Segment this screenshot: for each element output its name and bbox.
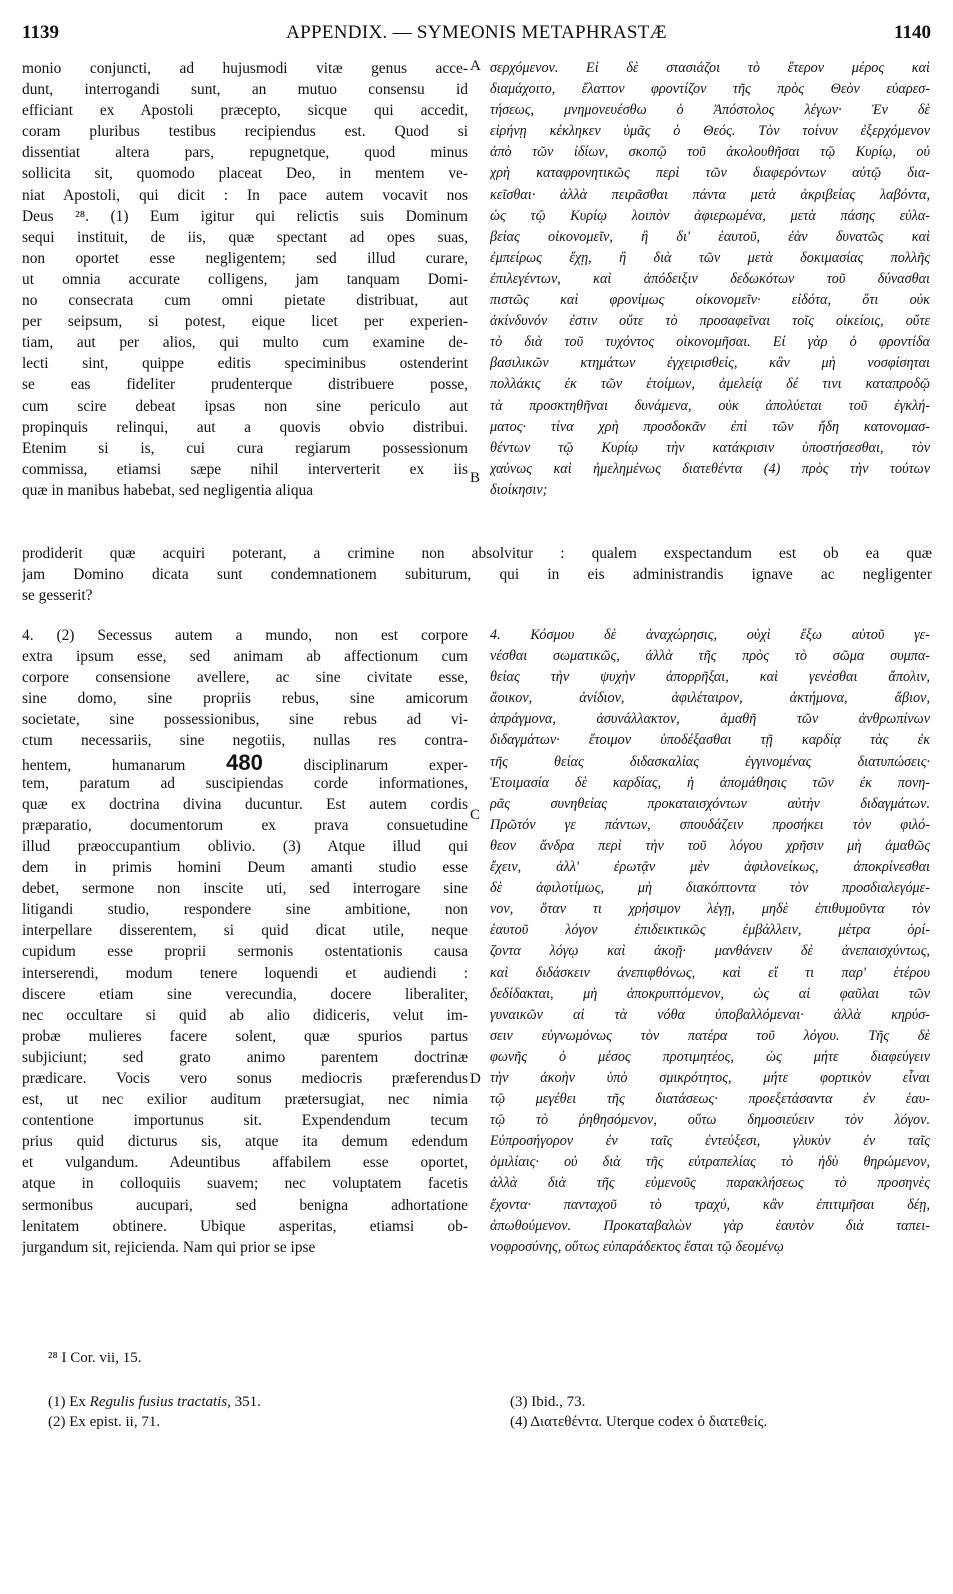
greek-text-line: Εὐπροσήγορον ἐν ταῖς ἐντεύξεσι, γλυκὺν ἐν ταῖς — [490, 1133, 930, 1150]
greek-text-line: σειν εὐγνωμόνως τὸν πατέρα τοῦ λόγου. Τῆς δὲ — [490, 1027, 930, 1044]
latin-text-line: Etenim si is, cui cura regiarum possessionum — [22, 439, 468, 457]
latin-text-line: corpore consensione avellere, ac sine civitate esse, — [22, 669, 468, 687]
latin-text-line: Deus ²⁸. (1) Eum igitur qui relictis suis Dominum — [22, 207, 468, 225]
greek-text-line: δὲ ἀφιλοτίμως, μὴ διακόπτοντα τὸν προσδιαλεγόμε- — [490, 880, 930, 897]
latin-text-line: tem, paratum ad suscipiendas corde informationes, — [22, 774, 468, 792]
greek-text-line: τήσεως, μνημονευέσθω ὁ Ἀπόστολος λέγων· Ἐν δὲ — [490, 102, 930, 119]
greek-text-line: ματος· τίνα χρὴ προσδοκᾶν ἐπὶ τῶν ἤδη κατονομασ- — [490, 418, 930, 435]
greek-text-line: φωνῆς ὁ μέσος προτιμητέος, ὡς μήτε διαφεύγειν — [490, 1048, 930, 1065]
latin-text-line: jurgandum sit, rejicienda. Nam qui prior se ipse — [22, 1238, 316, 1256]
greek-text-line: ὁμιλίαις· οὐ διὰ τῆς εὐτραπελίας τὸ ἡδὺ θηρώμενον, — [490, 1154, 930, 1171]
latin-text-line: societate, sine possessionibus, sine rebus ad vi- — [22, 711, 468, 729]
greek-text-line: ἐπιλεγέντων, καὶ ἀπόδειξιν δεδωκότων τοῦ δύνασθαι — [490, 270, 930, 287]
latin-text-line: commissa, etiamsi sæpe nihil interverterit ex iis — [22, 460, 468, 478]
latin-text-line: non oportet esse negligentem; sed illud curare, — [22, 249, 468, 267]
greek-text-line: τῷ τὸ ῥηθησόμενον, οὕτω δημοσιεύειν τὸν λόγον. — [490, 1112, 930, 1129]
greek-text-line: πιστῶς καὶ φρονίμως οἰκονομεῖν· εἰδότα, ὅτι οὐκ — [490, 292, 930, 309]
latin-text-line: est, ut nec exilior auditum prætersugiat, nec nimia — [22, 1091, 468, 1109]
footnote-1 — [48, 1392, 261, 1412]
latin-column-bottom — [22, 625, 468, 1258]
greek-text-line: ἀκίνδυνόν ἐστιν οὔτε τὸ προσαφεῖναι τοῖς οἰκείοις, οὔτε — [490, 313, 930, 330]
greek-text-line: θείας τὴν ψυχὴν ἀπορρῆξαι, καὶ γενέσθαι ἄπολιν, — [490, 669, 930, 686]
latin-text-line: subjiciunt; sed grato animo parentem doctrinæ — [22, 1048, 468, 1066]
latin-text-line: illud præoccupantium oblivio. (3) Atque illud qui — [22, 837, 468, 855]
greek-text-line: ἀπωθούμενον. Προκαταβαλὼν γὰρ ἑαυτὸν διὰ ταπει- — [490, 1217, 930, 1234]
latin-text-line: no consecrata cum omni pietate distribuat, aut — [22, 292, 468, 310]
greek-text-line: σερχόμενον. Εἰ δὲ στασιάζοι τὸ ἕτερον μέρος καὶ — [490, 60, 930, 76]
greek-text-line: ρᾶς συνηθείας προκαταισχόντων αὐτὴν διδαγμάτων. — [490, 795, 930, 812]
margin-marker-a: A — [470, 58, 481, 74]
latin-text-line: contentione importunus sit. Expendendum tecum — [22, 1112, 468, 1130]
greek-text-line: ἀλλὰ διὰ τῆς εὐμενοῦς παρακλήσεως τὸ προσηνὲς — [490, 1175, 930, 1192]
full-text-line: se gesserit? — [22, 587, 93, 605]
greek-text-line: ἔχειν, ἀλλ' ἐρωτᾷν μὲν ἀφιλονείκως, ἀποκρίνεσθαι — [490, 859, 930, 876]
greek-text-line: τὴν ἀκοὴν ὑπὸ σμικρότητος, μήτε φορτικὸν εἶναι — [490, 1069, 930, 1086]
greek-text-line: θέντων τῷ Κυρίῳ τὴν κατάκρισιν ὑποστήσεσθαι, τὸν — [490, 439, 930, 456]
latin-text-line: et vulgandum. Adeuntibus affabilem esse oportet, — [22, 1154, 468, 1172]
footnote-1-title: Regulis fusius tractatis — [89, 1394, 228, 1410]
latin-text-line: coram pluribus testibus recipiendus est. Quod si — [22, 123, 468, 141]
latin-text-line: litigandi studio, respondere sine ambitione, non — [22, 901, 468, 919]
greek-text-line: νέσθαι σωματικῶς, ἀλλὰ τῆς πρὸς τὸ σῶμα συμπα- — [490, 648, 930, 665]
latin-text-line: monio conjuncti, ad hujusmodi vitæ genus acce- — [22, 60, 468, 77]
latin-text-line: per seipsum, si potest, eique licet per experien- — [22, 313, 468, 331]
latin-text-line: hentem, humanarum 480 disciplinarum exper- — [22, 751, 468, 773]
greek-column-bottom — [490, 625, 930, 1258]
greek-text-line: Πρῶτόν γε πάντων, σπουδάζειν προσήκει τὸν φιλό- — [490, 816, 930, 833]
greek-text-line: διαμάχοιτο, ἔλαττον φροντίζον τῆς πρὸς Θεὸν εὐαρεσ- — [490, 81, 930, 98]
running-title: APPENDIX. — SYMEONIS METAPHRASTÆ — [286, 22, 667, 43]
latin-text-line: probæ mulieres facere solent, quæ spurios partus — [22, 1027, 468, 1045]
left-column-number: 1139 — [22, 22, 59, 43]
greek-text-line: θεον ἄνδρα περὶ τὴν τοῦ λόγου χρῆσιν μὴ ἀμαθῶς — [490, 837, 930, 854]
latin-column-top — [22, 58, 468, 501]
greek-text-line: χρὴ καταφρονητικῶς περὶ τῶν διαφερόντων αὐτῷ δια- — [490, 165, 930, 182]
latin-text-line: ctum necessariis, sine negotiis, nullas res contra- — [22, 732, 468, 750]
greek-text-line: διδαγμάτων· ἕτοιμον ὑποδέξασθαι τῇ καρδίᾳ τὰς ἐκ — [490, 732, 930, 749]
greek-text-line: τὸ διὰ τοῦ τυχόντος οἰκονομῆσαι. Εἰ γὰρ ὁ φροντίδα — [490, 334, 930, 351]
greek-text-line: νοφροσύνης, οὕτως εὐπαράδεκτος ἔσται τῷ δεομένῳ — [490, 1238, 784, 1255]
footnote-4: (4) Διατεθέντα. Uterque codex ὁ διατεθείς. — [510, 1414, 768, 1430]
greek-text-line: ζοντα λόγῳ καὶ ἀκοῇ· μανθάνειν δὲ ἀνεπαισχύντως, — [490, 943, 930, 960]
greek-text-line: εἰρήνῃ κέκληκεν ὑμᾶς ὁ Θεός. Τὸν τοίνυν ἐξερχόμενον — [490, 123, 930, 140]
latin-text-line: ut omnia accurate colligens, jam tanquam Domi- — [22, 270, 468, 288]
latin-text-line: quæ ex doctrina divina ducuntur. Est autem cordis — [22, 795, 468, 813]
greek-text-line: δεδίδακται, μὴ ἀποκρυπτόμενον, ὡς αἱ φαῦλαι τῶν — [490, 985, 930, 1002]
margin-marker-b: B — [470, 470, 481, 486]
latin-text-line: sollicita sit, quomodo placeat Deo, in mentem ve- — [22, 165, 468, 183]
greek-text-line: καὶ διδάσκειν ἀνεπιφθόνως, καὶ εἴ τι παρ' ἑτέρου — [490, 964, 930, 981]
greek-text-line: τῷ μεγέθει τῆς διατάσεως· προεξετάσαντα ἐν ἑαυ- — [490, 1091, 930, 1108]
footnote-3: (3) Ibid., 73. — [510, 1394, 586, 1410]
latin-text-line: atque in colloquiis suavem; nec voluptatem facetis — [22, 1175, 468, 1193]
latin-text-line: sermonibus aucupari, sed benigna adhortatione — [22, 1196, 468, 1214]
greek-text-line: 4. Κόσμου δὲ ἀναχώρησις, οὐχὶ ἔξω αὐτοῦ γε- — [490, 627, 930, 643]
latin-text-line: propinquis relinqui, aut a quovis obvio distribui. — [22, 418, 468, 436]
latin-text-line: sequi instituit, de iis, quæ spectant ad opes suas, — [22, 228, 468, 246]
greek-text-line: βασιλικῶν κτημάτων ἐγχειρισθείς, κἂν μὴ νοσφίσηται — [490, 355, 930, 372]
latin-text-line: dissentiat altera pars, repugnetque, quod minus — [22, 144, 468, 162]
latin-text-line: lenitatem obtinere. Ubique asperitas, etiamsi ob- — [22, 1217, 468, 1235]
latin-text-line: dem in primis homini Deum amanti studio esse — [22, 859, 468, 877]
greek-text-line: πολλάκις ἐκ τῶν ἑτοίμων, ἀμελείᾳ δέ τινι καταπροδῷ — [490, 376, 930, 393]
greek-text-line: χαύνως καὶ ἠμελημένως διατεθέντα (4) πρὸς τὴν τούτων — [490, 460, 930, 477]
greek-text-line: ἐμπείρως ἔχῃ, ἢ διὰ τῶν μετὰ δοκιμασίας πολλῆς — [490, 249, 930, 266]
greek-text-line: γυναικῶν αἱ τὰ νόθα ὑποβαλλόμεναι· ἀλλὰ κηρύσ- — [490, 1006, 930, 1023]
greek-text-line: τὰ προσκτηθῆναι δυνάμενα, οὐκ ἀπολύεται τοῦ ἐγκλή- — [490, 397, 930, 414]
latin-text-line: se eas fideliter prudenterque distribuere posse, — [22, 376, 468, 394]
greek-text-line: Ἑτοιμασία δὲ καρδίας, ἡ ἀπομάθησις τῶν ἐκ πονη- — [490, 774, 930, 791]
latin-text-line: niat Apostoli, qui dicit : In pace autem vocavit nos — [22, 186, 468, 204]
footnote-1-prefix: (1) Ex — [48, 1394, 90, 1410]
latin-text-line: interserendi, modum tenere loquendi et audiendi : — [22, 964, 468, 982]
footnote-1-suffix: , 351. — [227, 1394, 261, 1410]
margin-marker-d: D — [470, 1071, 481, 1087]
margin-marker-c: C — [470, 807, 481, 823]
greek-text-line: διοίκησιν; — [490, 481, 548, 498]
latin-text-line: interpellare disserentem, si quid dicat utile, neque — [22, 922, 468, 940]
greek-text-line: κεῖσθαι· ἀλλὰ πειρᾶσθαι πάντα μετὰ ἀκριβείας λαβόντα, — [490, 186, 930, 203]
latin-text-line: dunt, interrogandi sunt, an mutuo consensu id — [22, 81, 468, 99]
latin-text-line: sine domo, sine propriis rebus, sine amicorum — [22, 690, 468, 708]
latin-text-line: cupidum esse proprii sermonis ostentationis causa — [22, 943, 468, 961]
latin-text-line: discere etiam sine verecundia, docere liberaliter, — [22, 985, 468, 1003]
latin-text-line: prius quid dicturus sis, atque ita demum edendum — [22, 1133, 468, 1151]
greek-text-line: ἀπράγμονα, ἀσυνάλλακτον, ἀμαθῆ τῶν ἀνθρωπίνων — [490, 711, 930, 728]
greek-text-line: ἑαυτοῦ λόγον ἐπιδεικτικῶς ἐμβάλλειν, μέτρα ὁρί- — [490, 922, 930, 939]
latin-text-line: extra ipsum esse, sed animam ab affectionum cum — [22, 648, 468, 666]
scripture-footnote: ²⁸ I Cor. vii, 15. — [48, 1350, 142, 1366]
greek-text-line: νον, ὅταν τι χρήσιμον λέγῃ, μηδὲ ἐπιθυμοῦντα τὸν — [490, 901, 930, 918]
full-width-paragraph — [22, 543, 932, 606]
footnote-2: (2) Ex epist. ii, 71. — [48, 1414, 161, 1430]
full-text-line: prodiderit quæ acquiri poterant, a crimine non absolvitur : qualem exspectandum est ob ea quæ — [22, 545, 932, 562]
latin-text-line: quæ in manibus habebat, sed negligentia aliqua — [22, 481, 314, 499]
latin-text-line: tiam, aut per alios, qui multo cum examine de- — [22, 334, 468, 352]
latin-text-line: nec occultare si quid ab alio didiceris, velut im- — [22, 1006, 468, 1024]
greek-text-line: ὡς τῷ Κυρίῳ λοιπὸν ἀφιερωμένα, μετὰ πάσης εὐλα- — [490, 207, 930, 224]
latin-text-line: cum scire debeat ipsas non sine periculo aut — [22, 397, 468, 415]
latin-text-line: 4. (2) Secessus autem a mundo, non est corpore — [22, 627, 468, 644]
latin-text-line: prædicare. Vocis vero sonus mediocris præferendus — [22, 1069, 468, 1087]
greek-column-top — [490, 58, 930, 501]
greek-text-line: ἔχοντα· πανταχοῦ τὸ τραχύ, κἂν ἐπιτιμῆσαι δέῃ, — [490, 1196, 930, 1213]
running-header — [0, 22, 953, 52]
latin-text-line: lecti sint, quippe editis speciminibus ostenderint — [22, 355, 468, 373]
page-number-marker: 480 — [226, 751, 263, 773]
right-column-number: 1140 — [894, 22, 931, 43]
greek-text-line: βείας οἰκονομεῖν, ἢ δι' ἑαυτοῦ, ἐὰν δυνατῶς καὶ — [490, 228, 930, 245]
greek-text-line: ἀπὸ τῶν ἰδίων, σκοπῷ τοῦ ἀκολουθῆσαι τῷ Κυρίῳ, οὐ — [490, 144, 930, 161]
latin-text-line: debet, sermone non inscite uti, sed interrogare sine — [22, 880, 468, 898]
full-text-line: jam Domino dicata sunt condemnationem subiturum, qui in eis administrandis ignave ac negligenter — [22, 566, 932, 584]
latin-text-line: præparatio, documentorum ex prava consuetudine — [22, 816, 468, 834]
latin-text-line: efficiant ex Apostoli præcepto, sicque qui accedit, — [22, 102, 468, 120]
greek-text-line: τῆς θείας διδασκαλίας ἐγγινομένας διατυπώσεις· — [490, 753, 930, 770]
greek-text-line: ἄοικον, ἀνίδιον, ἀφιλέταιρον, ἀκτήμονα, ἄβιον, — [490, 690, 930, 707]
